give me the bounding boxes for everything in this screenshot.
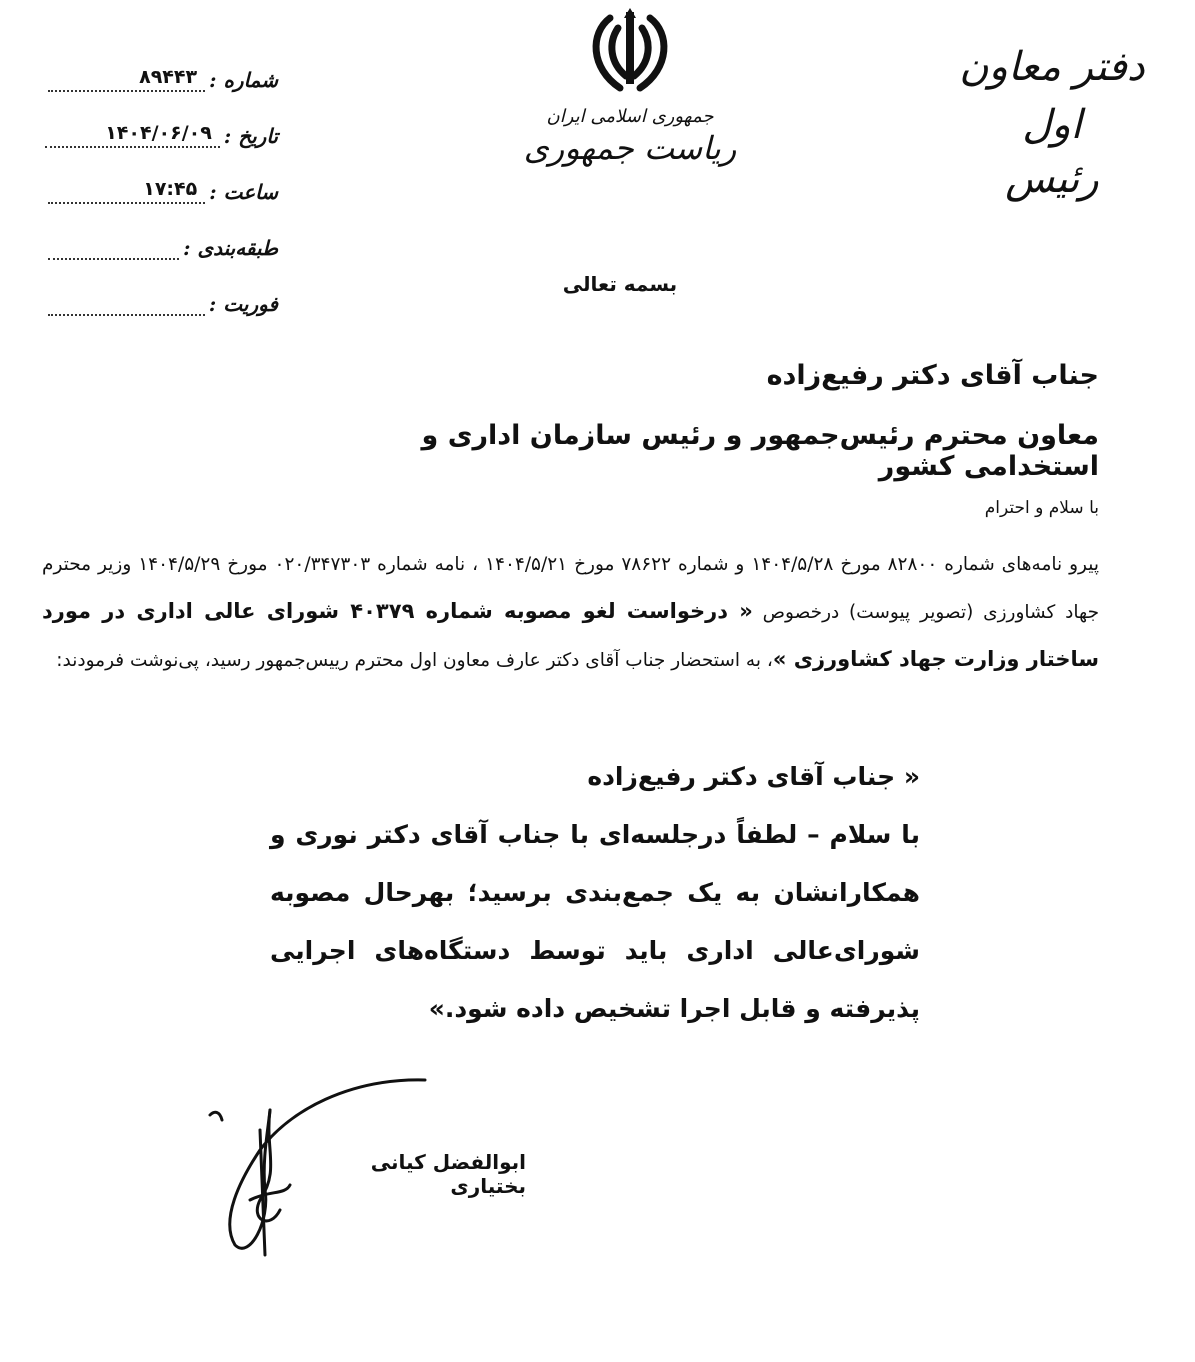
meta-number-label: شماره : [209,68,278,92]
meta-number [48,36,278,92]
letter-body [42,542,1099,684]
meta-date-value: ۱۴۰۴/۰۶/۰۹ [45,122,220,148]
quote-text: با سلام – لطفاً درجلسه‌ای با جناب آقای دکتر نوری و همکارانشان به یک جمع‌بندی برسید؛ بهرحال مصوبه شورای‌عالی اداری باید توسط دستگاه‌های اجرایی پذیرفته و قابل اجرا تشخیص داده شود.» [270,820,920,1023]
meta-time-value: ۱۷:۴۵ [48,178,205,204]
presidency-text: ریاست جمهوری [523,129,737,167]
meta-urgency-value [48,312,205,316]
body-part-1: پیرو نامه‌های شماره ۸۲۸۰۰ مورخ ۱۴۰۴/۵/۲۸ و شماره ۷۸۶۲۲ مورخ ۱۴۰۴/۵/۲۱ ، نامه شماره ۰۲۰/۳۴۷۳۰۳ مورخ ۱۴۰۴/۵/۲۹ وزیر محترم جهاد کشاورزی (تصویر پیوست) درخصوص [42,554,1100,623]
addressee-name: جناب آقای دکتر رفیع‌زاده [766,360,1099,391]
addressee-title: معاون محترم رئیس‌جمهور و رئیس سازمان اداری و استخدامی کشور [421,420,1099,482]
meta-classification-label: طبقه‌بندی : [183,236,278,260]
meta-urgency [48,260,278,316]
meta-time-label: ساعت : [209,180,278,204]
signatory-name: ابوالفضل کیانی بختیاری [370,1150,526,1198]
meta-time [48,148,278,204]
letterhead [520,8,740,167]
meta-date [48,92,278,148]
basmala: بسمه تعالی [562,272,678,296]
body-part-2: ، به استحضار جناب آقای دکتر عارف معاون اول محترم رییس‌جمهور رسید، پی‌نوشت فرمودند: [56,650,773,671]
office-line-1: دفتر معاون اول [959,44,1145,148]
quoted-note [270,748,920,1038]
meta-urgency-label: فوریت : [208,292,278,316]
body-subject: « درخواست لغو مصوبه شماره ۴۰۳۷۹ شورای عالی اداری در مورد ساختار وزارت جهاد کشاورزی » [42,599,1099,671]
meta-classification [48,204,278,260]
meta-date-label: تاریخ : [223,124,278,148]
letter-meta [48,36,278,316]
meta-classification-value [48,256,179,260]
meta-number-value: ۸۹۴۴۳ [48,66,205,92]
quote-addressee: « جناب آقای دکتر رفیع‌زاده [587,762,920,791]
iran-emblem-icon [580,8,680,98]
republic-text: جمهوری اسلامی ایران [546,106,714,127]
greeting: با سلام و احترام [984,498,1099,518]
office-line-2: رئیس [1005,156,1099,202]
office-heading [927,38,1177,204]
